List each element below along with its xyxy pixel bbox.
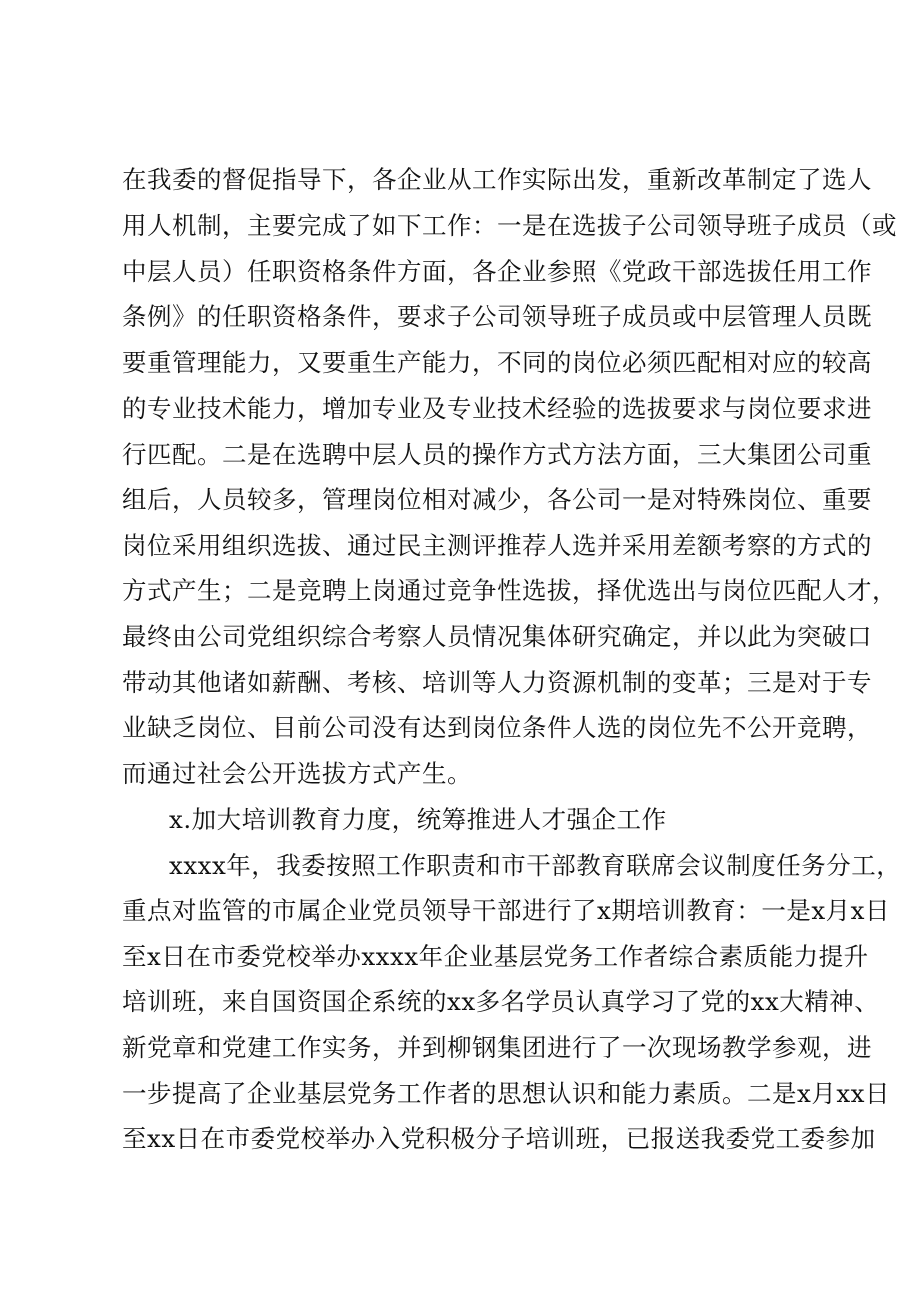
paragraph-line: 用人机制，主要完成了如下工作：一是在选拔子公司领导班子成员（或 <box>122 211 897 240</box>
paragraph-line: 至x日在市委党校举办xxxx年企业基层党务工作者综合素质能力提升 <box>122 942 869 971</box>
paragraph-line: 岗位采用组织选拔、通过民主测评推荐人选并采用差额考察的方式的 <box>122 531 872 560</box>
paragraph-line: 最终由公司党组织综合考察人员情况集体研究确定，并以此为突破口 <box>122 622 872 651</box>
paragraph-line: 新党章和党建工作实务，并到柳钢集团进行了一次现场教学参观，进 <box>122 1033 872 1062</box>
paragraph-line: 带动其他诸如薪酬、考核、培训等人力资源机制的变革；三是对于专 <box>122 668 872 697</box>
paragraph-line: 要重管理能力，又要重生产能力，不同的岗位必须匹配相对应的较高 <box>122 348 872 377</box>
paragraph-line: 组后，人员较多，管理岗位相对减少，各公司一是对特殊岗位、重要 <box>122 485 872 514</box>
paragraph-line: 而通过社会公开选拔方式产生。 <box>122 759 472 788</box>
paragraph-line: 一步提高了企业基层党务工作者的思想认识和能力素质。二是x月xx日 <box>122 1079 890 1108</box>
paragraph-line: 方式产生；二是竞聘上岗通过竞争性选拔，择优选出与岗位匹配人才， <box>122 576 897 605</box>
paragraph-line: 业缺乏岗位、目前公司没有达到岗位条件人选的岗位先不公开竞聘， <box>122 713 872 742</box>
paragraph-line: 至xx日在市委党校举办入党积极分子培训班，已报送我委党工委参加 <box>122 1124 876 1153</box>
paragraph-line: xxxx年，我委按照工作职责和市干部教育联席会议制度任务分工， <box>169 851 902 880</box>
paragraph-line: 重点对监管的市属企业党员领导干部进行了x期培训教育：一是x月x日 <box>122 896 890 925</box>
paragraph-line: 培训班，来自国资国企系统的xx多名学员认真学习了党的xx大精神、 <box>122 987 880 1016</box>
section-heading: x.加大培训教育力度，统筹推进人才强企工作 <box>169 805 667 834</box>
paragraph-line: 的专业技术能力，增加专业及专业技术经验的选拔要求与岗位要求进 <box>122 394 872 423</box>
paragraph-line: 行匹配。二是在选聘中层人员的操作方式方法方面，三大集团公司重 <box>122 440 872 469</box>
paragraph-line: 在我委的督促指导下，各企业从工作实际出发，重新改革制定了选人 <box>122 165 872 194</box>
paragraph-line: 中层人员）任职资格条件方面，各企业参照《党政干部选拔任用工作 <box>122 257 872 286</box>
paragraph-line: 条例》的任职资格条件，要求子公司领导班子成员或中层管理人员既 <box>122 302 872 331</box>
